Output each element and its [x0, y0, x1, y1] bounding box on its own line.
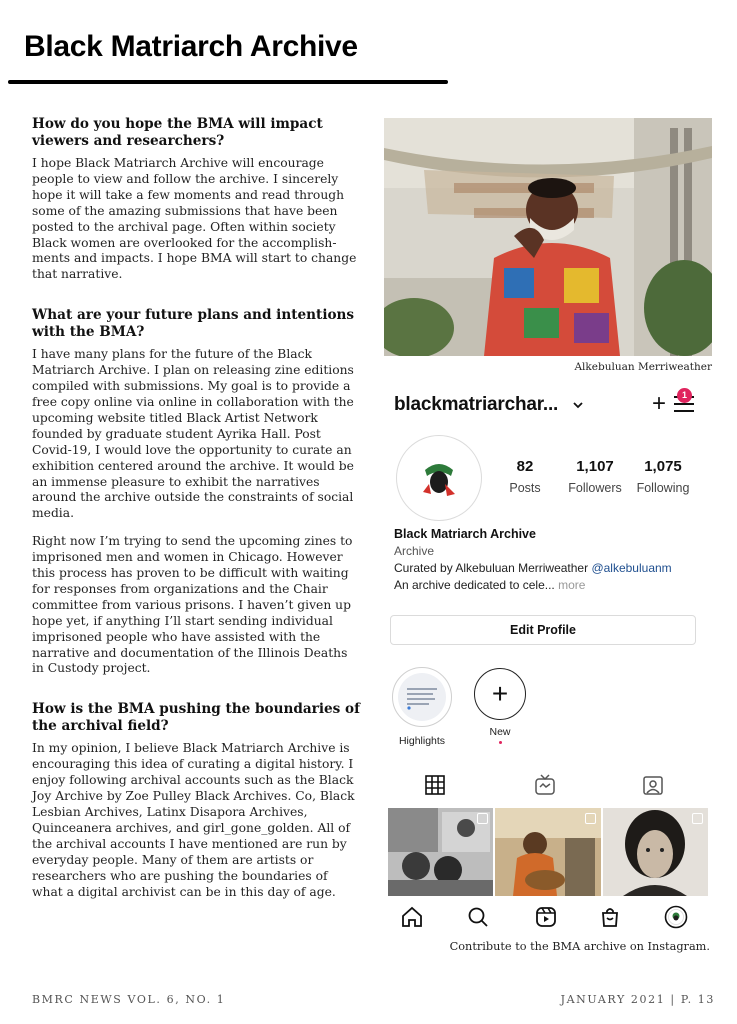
post-thumbnail[interactable] [495, 808, 600, 896]
profile-tabs [384, 774, 712, 796]
bma-logo-icon [415, 454, 463, 502]
notification-badge: 1 [677, 388, 692, 403]
new-indicator-dot [499, 741, 502, 744]
following-count: 1,075 [644, 458, 682, 475]
multi-post-icon [585, 813, 596, 824]
question-3: How is the BMA pushing the boundaries of the archival field? [32, 701, 360, 735]
shop-icon[interactable] [598, 905, 622, 929]
igtv-icon[interactable] [534, 774, 556, 796]
masthead-rule [8, 80, 448, 84]
menu-icon[interactable] [674, 390, 694, 414]
highlight-thumbnail [392, 667, 452, 727]
new-label: New [489, 726, 511, 738]
masthead-title: Black Matriarch Archive [24, 30, 358, 63]
instagram-profile-screenshot [384, 380, 712, 945]
post-grid [388, 808, 708, 896]
question-1: How do you hope the BMA will impact viewers and researchers? [32, 116, 323, 149]
ig-bottom-nav [384, 905, 712, 931]
profile-icon[interactable] [664, 905, 688, 929]
profile-avatar[interactable] [396, 435, 482, 521]
answer-2-paragraph-2: Right now I’m trying to send the upcoming zines to imprisoned men and women in Chicago. However this process has proven to be difficult with waiting for responses from organizations and the Chair committee from various prisons. I haven’t given up hope yet, if anything I’ll start sending individual imprisoned people who have assisted with the narrative and documentation of the Illinois Deaths in Custody project. [32, 534, 353, 676]
portrait-photo [384, 118, 712, 356]
reels-icon[interactable] [534, 905, 558, 929]
answer-3-paragraph-1: In my opinion, I believe Black Matriarch Archive is encouraging this idea of curating a digital history. I enjoy following archival accounts such as the Black Joy Archive by Zoe Pulley Black Archives. Co, Black Lesbian Archives, Latinx Disapora Archives, Quinceanera archives, and girl_gone_golden. All of the archival accounts I have mentioned are run by everyday people. Many of them are artists or researchers who are pushing the boundaries of what a digital archivist can be in this day of age. [32, 741, 355, 899]
description-text: An archive dedicated to cele... [394, 578, 555, 592]
following-label: Following [636, 481, 690, 495]
stat-posts[interactable] [500, 458, 550, 495]
posts-label: Posts [509, 481, 541, 495]
multi-post-icon [477, 813, 488, 824]
chevron-down-icon[interactable] [572, 399, 584, 411]
tagged-icon[interactable] [642, 774, 664, 796]
answer-2-paragraph-1: I have many plans for the future of the Black Matriarch Archive. I plan on releasing zine editions compiled with submissions. My goal is to provide a free copy online via online in collaboration with the upcoming website titled Black Artist Network founded by graduate student Ayrika Hall. Post Covid-19, I would love the opportunity to curate an exhibition centered around the archive. It would be an immense pleasure to exhibit the narratives around the archive outside the constraints of social media. [32, 347, 354, 521]
profile-name: Black Matriarch Archive [394, 527, 536, 541]
followers-count: 1,107 [576, 458, 614, 475]
search-icon[interactable] [466, 905, 490, 929]
new-highlight[interactable] [468, 668, 532, 744]
stat-followers[interactable] [562, 458, 628, 495]
photo-caption: Alkebuluan Merriweather [574, 361, 712, 373]
curator-handle-link[interactable]: @alkebuluanm [591, 561, 672, 575]
followers-label: Followers [568, 481, 622, 495]
home-icon[interactable] [400, 905, 424, 929]
grid-icon[interactable] [424, 774, 446, 796]
multi-post-icon [692, 813, 703, 824]
interview-column [32, 116, 360, 912]
footer-publication: BMRC NEWS VOL. 6, NO. 1 [32, 993, 226, 1006]
ig-username[interactable]: blackmatriarchar... [394, 394, 559, 415]
footer-date-page: JANUARY 2021 | P. 13 [560, 993, 715, 1006]
plus-icon[interactable]: + [651, 390, 666, 417]
question-2: What are your future plans and intentions with the BMA? [32, 307, 355, 341]
instagram-caption: Contribute to the BMA archive on Instagram. [449, 940, 710, 953]
post-thumbnail[interactable] [603, 808, 708, 896]
ig-header [394, 390, 702, 417]
stat-following[interactable] [632, 458, 694, 495]
more-link[interactable]: more [554, 578, 586, 592]
edit-profile-button[interactable]: Edit Profile [390, 615, 696, 645]
curated-prefix: Curated by Alkebuluan Merriweather [394, 561, 592, 575]
plus-icon: + [474, 668, 526, 720]
answer-1-paragraph-1: I hope Black Matriarch Archive will encourage people to view and follow the archive. I sincerely hope it will take a few moments and read through some of the amazing submissions that have been posted to the archival page. Often within society Black women are overlooked for the accomplishments and impacts. I hope BMA will start to change that narrative. [32, 156, 357, 282]
posts-count: 82 [516, 458, 534, 475]
profile-category: Archive [394, 544, 435, 558]
profile-description [394, 578, 585, 592]
profile-curated-by [394, 561, 672, 575]
highlight-story[interactable] [390, 667, 454, 747]
highlights-label: Highlights [398, 735, 446, 747]
post-thumbnail[interactable] [388, 808, 493, 896]
